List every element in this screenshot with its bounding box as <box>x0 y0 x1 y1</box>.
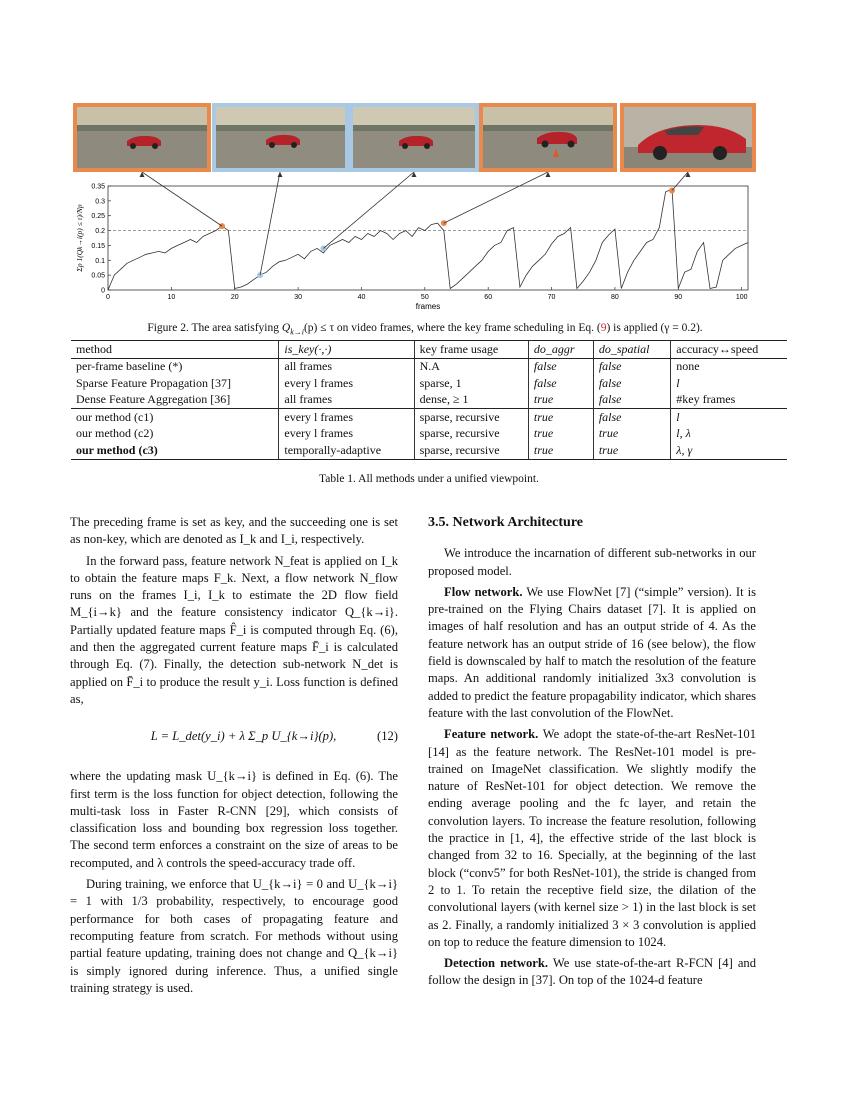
table-cell: sparse, recursive <box>414 442 528 459</box>
x-tick-label: 90 <box>674 294 683 301</box>
x-tick-label: 50 <box>420 294 429 301</box>
left-column <box>70 514 398 1001</box>
table-row <box>71 392 787 409</box>
table-cell: our method (c2) <box>76 426 154 441</box>
section-heading: 3.5. Network Architecture <box>428 515 583 530</box>
x-tick-label: 30 <box>294 294 302 301</box>
flow-network-paragraph <box>428 584 756 722</box>
detection-network-paragraph <box>428 955 756 990</box>
table-header-row <box>71 341 787 359</box>
table-cell: true <box>528 392 593 409</box>
methods-table <box>71 340 787 460</box>
table-cell: false <box>528 375 593 392</box>
table-header-cell: key frame usage <box>414 341 528 359</box>
table-cell: true <box>593 426 670 443</box>
table-row <box>71 442 787 459</box>
table-cell: every l frames <box>279 426 414 443</box>
table-row <box>71 375 787 392</box>
feature-network-paragraph <box>428 726 756 951</box>
y-tick-label: 0.15 <box>91 242 105 250</box>
x-tick-label: 80 <box>611 294 619 301</box>
table-cell: N.A <box>414 358 528 375</box>
figure-caption: Figure 2. The area satisfying $Q_{k\to i}(p) \le \tau$ on video frames, where the key frame scheduling in Eq. (9) is applied (γ = 0.2). <box>147 322 703 337</box>
table-cell: our method (c3) <box>71 442 279 459</box>
table-cell: false <box>528 358 593 375</box>
table-cell: none <box>671 358 787 375</box>
video-frame-1 <box>73 103 211 172</box>
table-header-cell: accuracy↔speed <box>671 341 787 359</box>
x-tick-label: 60 <box>484 294 493 301</box>
paragraph-2: In the forward pass, feature network N_feat is applied on I_k to obtain the feature maps F_k. Next, a flow network N_flow runs on the frames I_i, I_k to estimate the 2D flow field M_{i→k} and the feature consistency indicator Q_{k→i}. Partially updated feature maps F̂_i is computed through Eq. (6), and then the aggregated current feature maps F̄_i is calculated through Eq. (7). Finally, the detection sub-network N_det is applied on F̄_i to produce the result y_i. Loss function is defined as, <box>70 553 398 706</box>
table-cell: l <box>671 409 787 426</box>
intro-paragraph: We introduce the incarnation of different sub-networks in our proposed model. <box>428 546 756 578</box>
table-cell: every l frames <box>279 409 414 426</box>
table-caption: Table 1. All methods under a unified viewpoint. <box>319 473 539 485</box>
table-cell: per-frame baseline (*) <box>76 359 183 374</box>
flow-network-text: We use FlowNet [7] (“simple” version). It is pre-trained on the Flying Chairs dataset [7]. It is applied on images of half resolution and has an output stride of 4. As the feature network has an output stride of 16 (see below), the flow field is downscaled by half to match the resolution of the feature maps. An additional randomly initialized 3x3 convolution is added to predict the feature propagability indicator, which shares feature with the last convolution of the FlowNet. <box>428 584 757 720</box>
arrow-head <box>278 172 283 177</box>
y-tick-label: 0.25 <box>91 213 105 221</box>
feature-network-text: We adopt the state-of-the-art ResNet-101 [14] as the feature network. The ResNet-101 model is pre-trained on ImageNet classification. We slightly modify the nature of ResNet-101 for object detection. We remove the ending average pooling and the fc layer, and retain the convolution layers. To increase the feature resolution, following the practice in [1, 4], the effective stride of the last block is changed from 32 to 16. Specially, at the beginning of the last block (“conv5” for both ResNet-101), the stride is changed from 2 to 1. To retain the receptive field size, the dilation of the convolutional layers (with kernel size > 1) in the last block is set as 2. Finally, a randomly initialized 3 × 3 convolution is applied on top to reduce the feature dimension to 1024. <box>428 727 756 949</box>
y-axis-label: Σp 1(Qk→i(p) ≤ τ)/Np <box>75 204 84 272</box>
paragraph-1: The preceding frame is set as key, and the succeeding one is set as non-key, which are denoted as I_k and I_i, respectively. <box>70 515 398 547</box>
table-cell: dense, ≥ 1 <box>414 392 528 409</box>
flow-network-title: Flow network. <box>444 584 523 599</box>
table-header-cell: do_aggr <box>528 341 593 359</box>
arrow-head <box>412 172 417 177</box>
table-cell: l <box>671 375 787 392</box>
x-tick-label: 70 <box>547 294 556 301</box>
table-header-cell: is_key(·,·) <box>279 341 414 359</box>
connector-arrow <box>323 172 414 248</box>
x-tick-label: 40 <box>357 294 366 301</box>
y-tick-label: 0 <box>101 287 105 295</box>
table-cell: false <box>593 375 670 392</box>
table-cell: all frames <box>279 358 414 375</box>
connector-arrow <box>444 172 548 223</box>
table-cell: true <box>528 442 593 459</box>
feature-network-title: Feature network. <box>444 727 539 742</box>
paragraph-4: During training, we enforce that U_{k→i} = 0 and U_{k→i} = 1 with 1/3 probability, respectively, to encourage good performance for both cases of propagating feature and recomputing feature from scratch. For methods without using partial feature updating, training does not change and Q_{k→i} is simply ignored during inference. Thus, a unified single training strategy is used. <box>70 877 398 995</box>
x-axis-label: frames <box>415 302 441 311</box>
table-row <box>71 358 787 375</box>
detection-network-title: Detection network. <box>444 956 549 971</box>
table-cell: Dense Feature Aggregation [36] <box>76 392 231 407</box>
table-cell: our method (c1) <box>71 409 279 426</box>
table-row <box>71 409 787 426</box>
right-column <box>428 514 756 994</box>
highlight-point <box>219 223 225 229</box>
equation-text: L = L_det(y_i) + λ Σ_p U_{k→i}(p), <box>150 728 337 743</box>
table-cell: sparse, 1 <box>414 375 528 392</box>
x-tick-label: 10 <box>167 294 176 301</box>
video-frame-3 <box>349 103 479 172</box>
video-frame-5 <box>620 103 756 172</box>
y-tick-label: 0.3 <box>95 198 105 206</box>
x-tick-label: 0 <box>106 294 110 301</box>
table-cell: all frames <box>279 392 414 409</box>
table-cell: false <box>593 409 670 426</box>
table-cell: sparse, recursive <box>414 426 528 443</box>
series-line <box>108 189 748 290</box>
table-cell: false <box>593 358 670 375</box>
detection-network-text: We use state-of-the-art R-FCN [4] and follow the design in [37]. On top of the 1024-d feature <box>428 956 757 988</box>
x-tick-label: 100 <box>735 294 748 301</box>
table-header-cell: method <box>71 341 279 359</box>
y-tick-label: 0.05 <box>91 272 105 280</box>
y-tick-label: 0.1 <box>95 257 105 265</box>
equation-number: (12) <box>377 728 398 743</box>
y-tick-label: 0.35 <box>91 183 105 191</box>
table-cell: temporally-adaptive <box>279 442 414 459</box>
table-cell: true <box>593 442 670 459</box>
table-cell: Sparse Feature Propagation [37] <box>76 375 231 390</box>
table-cell: true <box>528 409 593 426</box>
table-cell: every l frames <box>279 375 414 392</box>
connector-arrow <box>672 172 688 190</box>
plot-frame <box>108 186 748 290</box>
table-cell: #key frames <box>671 392 787 409</box>
video-frame-4 <box>479 103 617 172</box>
x-tick-label: 20 <box>230 294 239 301</box>
paragraph-3: where the updating mask U_{k→i} is defined in Eq. (6). The first term is the loss function for object detection, following the multi-task loss in Faster R-CNN [29], which consists of classification loss and bounding box regression loss together. The second term enforces a constraint on the size of areas to be recomputed, and λ controls the speed-accuracy trade off. <box>70 769 398 870</box>
loss-equation <box>70 718 398 754</box>
video-frame-2 <box>212 103 349 172</box>
table-cell: false <box>593 392 670 409</box>
table-cell: true <box>528 426 593 443</box>
table-cell: sparse, recursive <box>414 409 528 426</box>
table-cell: l, λ <box>671 426 787 443</box>
connector-arrow <box>142 172 222 226</box>
table-row <box>71 426 787 443</box>
area-chart <box>70 172 760 312</box>
table-cell: λ, γ <box>671 442 787 459</box>
y-tick-label: 0.2 <box>95 228 105 236</box>
connector-arrow <box>260 172 280 275</box>
table-header-cell: do_spatial <box>593 341 670 359</box>
